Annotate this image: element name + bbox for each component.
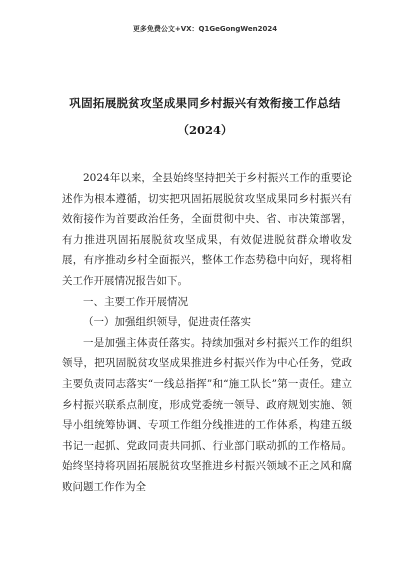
document-year: （2024） [177, 123, 233, 137]
header-note: 更多免费公文+VX：Q1GeGongWen2024 [132, 25, 278, 33]
subsection-heading: （一）加强组织领导，促进责任落实 [83, 316, 251, 329]
body-paragraph: 一是加强主体责任落实。持续加强对乡村振兴工作的组织领导，把巩固脱贫攻坚成果推进乡村振兴作为中心任务，党政主要负责同志落实“一线总指挥”和“施工队长”第一责任。建立乡村振兴联系点制度，形成党委统一领导、政府规划实施、领导小组统筹协调、专项工作组分线推进的工作体系，构建五级书记一起抓、党政同责共同抓、行业部门联动抓的工作格局。始终坚持将巩固拓展脱贫攻坚推进乡村振兴领域不正之风和腐败问题工作作为全 [62, 336, 352, 493]
document-body [62, 168, 352, 498]
section-heading: 一、主要工作开展情况 [83, 295, 188, 308]
document-title: 巩固拓展脱贫攻坚成果同乡村振兴有效衔接工作总结 [69, 96, 341, 110]
intro-paragraph: 2024年以来，全县始终坚持把关于乡村振兴工作的重要论述作为根本遵循，切实把巩固拓展脱贫攻坚成果同乡村振兴有效衔接作为首要政治任务，全面贯彻中央、省、市决策部署，有力推进巩固拓展脱贫攻坚成果，有效促进脱贫群众增收发展，有序推动乡村全面振兴，整体工作态势稳中向好，现将相关工作开展情况报告如下。 [62, 172, 352, 287]
